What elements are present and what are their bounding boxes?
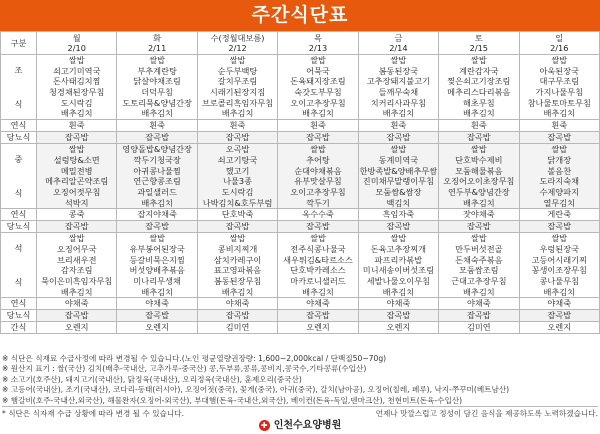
menu-item: 배추김치 [382, 286, 415, 297]
menu-item: 오이고추장무침 [290, 97, 346, 108]
menu-item: 쌀밥 [390, 55, 407, 65]
diabetic-cell: 잡곡밥 [197, 132, 277, 144]
menu-item: 쌀밥 [229, 233, 246, 244]
menu-item: 참나물토마토무침 [527, 97, 591, 108]
diabetic-cell: 잡곡밥 [197, 310, 277, 322]
menu-item: 새우튀김&타르소스 [283, 254, 353, 265]
porridge-cell: 흰죽 [37, 120, 117, 132]
menu-item: 배추김치 [382, 108, 415, 119]
menu-item: 쌀밥 [68, 144, 85, 155]
menu-item: 해초무침 [463, 97, 495, 108]
porridge-cell: 잡지야채죽 [117, 209, 197, 221]
menu-item: 단호박수제비 [455, 154, 503, 165]
porridge-cell: 흰죽 [519, 120, 599, 132]
menu-item: 대구무조림 [539, 76, 580, 87]
porridge-cell: 야채죽 [358, 298, 438, 310]
porridge-cell: 흰죽 [358, 120, 438, 132]
menu-item: 도토리묵&양념간장 [122, 97, 192, 108]
lunch-cell [519, 144, 599, 209]
diabetic-cell: 잡곡밥 [439, 132, 519, 144]
menu-item: 아귀콩나물찜 [133, 165, 181, 176]
hospital-logo-icon: ✚ [259, 420, 270, 431]
snack-row [1, 322, 600, 334]
diabetic-cell: 잡곡밥 [358, 132, 438, 144]
menu-item: 오이고추장무침 [290, 186, 346, 197]
porridge-cell: 잣야채죽 [439, 209, 519, 221]
menu-item: 순대야채볶음 [294, 165, 342, 176]
breakfast-cell [278, 55, 358, 120]
lunch-cell [117, 144, 197, 209]
menu-item: 쌀밥 [68, 55, 85, 65]
porridge-cell: 야채죽 [278, 298, 358, 310]
menu-item: 미나리무생채 [133, 276, 181, 286]
menu-item: 배추김치 [221, 108, 254, 119]
breakfast-diabetic-row [1, 132, 600, 144]
menu-item: 계란감자국 [459, 65, 499, 76]
menu-item: 쌀밥 [229, 55, 246, 65]
breakfast-cell [519, 55, 599, 120]
lunch-cell [37, 144, 117, 209]
menu-item: 깍두기 [306, 197, 330, 208]
day-name: 금 [394, 33, 403, 43]
menu-item: 모둠쌈&쌈장 [375, 186, 422, 197]
lunch-porridge-row [1, 209, 600, 221]
menu-item: 등갈비묵은지찜 [129, 254, 185, 265]
snack-cell: 오렌지 [519, 322, 599, 334]
menu-item: 메추리스다리볶음 [447, 87, 511, 98]
diabetic-cell: 잡곡밥 [519, 132, 599, 144]
note-line: ※ 햄갈비(호주-국내산,외국산), 해물완자(오징어-외국산), 부대햄(돈육-국내산,외국산), 베이컨(돈육-독일,덴마크산), 천현미트(돈육-수입산) [2, 395, 463, 405]
sub-label: 당뇨식 [1, 310, 37, 322]
porridge-cell: 흰죽 [117, 120, 197, 132]
menu-item: 쌀밥 [390, 144, 407, 155]
meal-label-top: 석 [14, 243, 23, 254]
menu-item: 오징어무국 [56, 243, 97, 254]
menu-item: 쌀밥 [310, 144, 326, 155]
diabetic-cell: 잡곡밥 [358, 310, 438, 322]
menu-item: 배추김치 [463, 286, 495, 297]
menu-item: 쌀밥 [551, 233, 568, 244]
diabetic-cell: 잡곡밥 [37, 132, 117, 144]
menu-item: 돈사태김치찜 [52, 76, 101, 87]
dinner-cell [37, 233, 117, 298]
diabetic-cell: 잡곡밥 [439, 310, 519, 322]
menu-item: 과일샐러드 [137, 186, 177, 197]
lunch-label [1, 144, 37, 209]
menu-item: 닭개장 [547, 154, 572, 165]
dinner-cell [519, 233, 599, 298]
menu-item: 나박김치&호두부럼 [202, 197, 273, 208]
menu-item: 배추김치 [463, 197, 495, 208]
menu-item: 파프리카볶밥 [374, 254, 423, 265]
menu-item: 쌀밥 [149, 233, 166, 244]
diabetic-cell: 잡곡밥 [278, 310, 358, 322]
menu-item: 닭살야채조림 [133, 76, 181, 87]
menu-item: 미니새송이버섯조림 [362, 265, 434, 276]
menu-item: 메추리알곤약조림 [45, 176, 109, 187]
menu-item: 배추김치 [141, 108, 173, 119]
breakfast-cell [117, 55, 197, 120]
header-row [1, 32, 600, 55]
menu-item: 깍두기청국장 [133, 154, 181, 165]
note-line: ※ 고등어(국내산), 조기(국내산), 코다리-동태(러시아), 오징어젓(중국), 꽃게(중국), 아귀(중국), 갈치(남아공), 오징어(칠레, 페루), 낙지-쭈꾸미(베트남산) [2, 385, 510, 395]
menu-item: 콩나물무침 [539, 276, 580, 286]
menu-item: 청경채된장무침 [49, 87, 105, 98]
menu-item: 찢은쇠고기장조림 [447, 76, 511, 87]
breakfast-porridge-row [1, 120, 600, 132]
note-line: ※ 소고기(호주산), 돼지고기(국내산), 닭정육(국내산), 오리정육(국내산), 훈제오리(중국산) [2, 374, 302, 384]
dinner-cell [197, 233, 277, 298]
menu-item: 고추장돼지불고기 [366, 76, 431, 87]
lunch-cell [358, 144, 438, 209]
footer-slogan: 언제나 맛깔스럽고 정성이 담긴 음식을 제공하도록 노력하겠습니다. [375, 409, 598, 418]
category-header: 구분 [1, 32, 37, 55]
diabetic-cell: 잡곡밥 [37, 310, 117, 322]
day-header [519, 32, 599, 55]
menu-item: 진미채무말랭이무침 [362, 176, 434, 187]
diabetic-cell: 잡곡밥 [117, 221, 197, 233]
menu-item: 도라지숙채 [539, 176, 580, 187]
menu-item: 도시락김 [221, 186, 254, 197]
porridge-cell: 콩죽 [37, 209, 117, 221]
sub-label: 연식 [1, 298, 37, 310]
menu-item: 고등어시래기찌 [531, 254, 587, 265]
menu-item: 연두부&양념간장 [447, 186, 510, 197]
day-header [439, 32, 519, 55]
menu-item: 배추김치 [463, 108, 495, 119]
note-line: ※ 식단은 식재료 수급사정에 따라 변경될 수 있습니다.(노인 평균열량권장량: 1,600~2,000kcal / 단백질50~70g) [2, 354, 387, 363]
menu-item: 가지나물무침 [535, 87, 583, 98]
porridge-cell: 흰죽 [197, 120, 277, 132]
menu-item: 세발나물오이무침 [366, 276, 431, 286]
menu-item: 쌀밥 [68, 233, 85, 244]
menu-item: 쌀밥 [470, 144, 487, 155]
porridge-cell: 야채죽 [117, 298, 197, 310]
menu-item: 배추김치 [141, 197, 173, 208]
menu-item: 돈채숙주볶음 [455, 254, 503, 265]
menu-item: 묵이은미흑임자무침 [41, 276, 113, 286]
snack-cell: 오렌지 [37, 322, 117, 334]
hospital-name: 인천수요양병원 [273, 420, 342, 431]
menu-item: 영양돌밥&양념간장 [122, 144, 192, 155]
menu-item: 배추김치 [141, 286, 173, 297]
menu-item: 근대고추장무침 [451, 276, 507, 286]
snack-cell: 오렌지 [358, 322, 438, 334]
porridge-cell: 야채죽 [37, 298, 117, 310]
breakfast-label [1, 55, 37, 120]
menu-item: 마카로니샐러드 [290, 276, 346, 286]
sub-label: 연식 [1, 209, 37, 221]
menu-item: 브로콜리흑임자무침 [201, 97, 274, 108]
menu-item: 쌀밥 [149, 55, 166, 65]
menu-item: 치커리사과무침 [370, 97, 427, 108]
menu-item: 숙갓도부무침 [294, 87, 342, 98]
menu-item: 아욱된장국 [539, 65, 580, 76]
day-name: 목 [314, 33, 322, 43]
porridge-cell: 흑임자죽 [358, 209, 438, 221]
porridge-cell: 게란죽 [519, 209, 599, 221]
diabetic-cell: 잡곡밥 [519, 310, 599, 322]
menu-item: 쌀밥 [470, 233, 487, 244]
menu-item: 추어탕 [306, 154, 330, 165]
day-name: 월 [72, 33, 81, 43]
menu-item: 순두부백탕 [217, 65, 258, 76]
menu-item: 감자조림 [60, 265, 93, 276]
menu-item: 오곡밥 [225, 144, 250, 155]
notes-section [2, 354, 598, 406]
breakfast-row [1, 55, 600, 120]
porridge-cell: 야채죽 [197, 298, 277, 310]
hospital-logo [0, 418, 600, 434]
menu-item: 나물3종 [223, 176, 253, 187]
menu-item: 수제양파지 [539, 186, 580, 197]
menu-item: 배추김치 [221, 286, 254, 297]
menu-item: 쌀밥 [310, 233, 326, 244]
day-header [37, 32, 117, 55]
menu-item: 열무김치 [543, 197, 576, 208]
meal-label-bottom: 식 [14, 277, 23, 288]
sub-label: 당뇨식 [1, 132, 37, 144]
sub-label: 연식 [1, 120, 37, 132]
lunch-diabetic-row [1, 221, 600, 233]
menu-item: 시래기된장지짐 [209, 87, 266, 98]
meal-label-top: 조 [14, 65, 23, 76]
note-line: ※ 원산지 표기 : 쌀(국산) 김치(배추-국내산, 고추가루-중국산) 콩,두부류,콩류,콩비지,콩국수,기타콩류(수입산) [2, 364, 367, 374]
menu-item: 쌀밥 [470, 55, 487, 65]
day-header [358, 32, 438, 55]
menu-item: 백김치 [386, 197, 411, 208]
menu-item: 만두버섯전골 [455, 243, 503, 254]
menu-item: 연근향콩조림 [133, 176, 181, 187]
lunch-row [1, 144, 600, 209]
menu-item: 돈육돼지장조림 [290, 76, 346, 87]
diabetic-cell: 잡곡밥 [439, 221, 519, 233]
porridge-cell: 흰죽 [439, 120, 519, 132]
lunch-cell [197, 144, 277, 209]
menu-item: 표고영파볶음 [213, 265, 262, 276]
snack-label: 간식 [1, 322, 37, 334]
menu-item: 배추김치 [543, 286, 576, 297]
diabetic-cell: 잡곡밥 [278, 221, 358, 233]
day-date: 2/14 [389, 43, 408, 53]
breakfast-cell [439, 55, 519, 120]
day-header [278, 32, 358, 55]
day-name: 화 [153, 33, 162, 43]
porridge-cell: 야채죽 [519, 298, 599, 310]
menu-item: 부추계란탕 [137, 65, 177, 76]
snack-cell: 김미연 [439, 322, 519, 334]
menu-item: 어묵국 [306, 65, 330, 76]
dinner-label [1, 233, 37, 298]
sub-label: 당뇨식 [1, 221, 37, 233]
menu-item: 유부맛살무침 [294, 176, 342, 187]
meal-label-bottom: 식 [14, 99, 23, 110]
menu-item: 배추김치 [60, 286, 93, 297]
menu-item: 배추김치 [302, 286, 334, 297]
diabetic-cell: 잡곡밥 [519, 221, 599, 233]
day-header [117, 32, 197, 55]
porridge-cell: 단호박죽 [197, 209, 277, 221]
meal-label-bottom: 식 [14, 188, 23, 199]
breakfast-cell [197, 55, 277, 120]
day-name: 토 [474, 33, 483, 43]
diabetic-cell: 잡곡밥 [278, 132, 358, 144]
porridge-cell: 옥수수죽 [278, 209, 358, 221]
menu-item: 들깨무숙채 [378, 87, 419, 98]
menu-item: 쇠고기탕국 [217, 154, 258, 165]
day-date: 2/11 [147, 43, 167, 53]
menu-item: 우렁된장국 [539, 243, 580, 254]
day-name: 수(정월대보름) [210, 33, 265, 43]
menu-item: 쇠고기미역국 [52, 65, 101, 76]
menu-item: 동계미역국 [378, 154, 419, 165]
diabetic-cell: 잡곡밥 [358, 221, 438, 233]
menu-item: 배추김치 [543, 108, 576, 119]
menu-item: 쌀밥 [310, 55, 326, 65]
diabetic-cell: 잡곡밥 [117, 310, 197, 322]
menu-item: 했고기 [225, 165, 250, 176]
menu-item: 브리새우전 [56, 254, 97, 265]
menu-item: 더덕무침 [141, 87, 173, 98]
menu-item: 봄동된장무침 [213, 276, 262, 286]
snack-cell: 오렌지 [278, 322, 358, 334]
dinner-cell [117, 233, 197, 298]
menu-item: 설렁탕&소면 [53, 154, 100, 165]
footer-bar [2, 406, 598, 417]
dinner-cell [358, 233, 438, 298]
menu-item: 모둠해물볶음 [455, 165, 503, 176]
menu-item: 메밀전병 [60, 165, 93, 176]
menu-item: 석박지 [64, 197, 89, 208]
menu-item: 오징어오이초장무침 [443, 176, 515, 187]
menu-item: 단호박카레소스 [290, 265, 346, 276]
day-date: 2/16 [550, 43, 569, 53]
menu-item: 모둠쌈조림 [459, 265, 499, 276]
snack-cell: 오렌지 [117, 322, 197, 334]
menu-item: 갈치무조림 [217, 76, 258, 87]
meal-label-top: 중 [14, 154, 23, 165]
lunch-cell [439, 144, 519, 209]
menu-item: 배추김치 [302, 108, 334, 119]
dinner-porridge-row [1, 298, 600, 310]
menu-item: 배추김치 [60, 108, 93, 119]
dinner-row [1, 233, 600, 298]
lunch-cell [278, 144, 358, 209]
breakfast-cell [358, 55, 438, 120]
menu-item: 도시락김 [60, 97, 93, 108]
menu-item: 유부봉어된장국 [129, 243, 185, 254]
porridge-cell: 야채죽 [439, 298, 519, 310]
dinner-cell [278, 233, 358, 298]
weekly-menu-table [0, 31, 600, 334]
dinner-cell [439, 233, 519, 298]
snack-cell: 김미연 [197, 322, 277, 334]
dinner-diabetic-row [1, 310, 600, 322]
menu-item: 한방족발&양배추무쌈 [359, 165, 438, 176]
diabetic-cell: 잡곡밥 [37, 221, 117, 233]
day-header [197, 32, 277, 55]
menu-item: 봄동된장국 [378, 65, 419, 76]
menu-item: 삼치카레구이 [213, 254, 262, 265]
menu-item: 볼음찬 [547, 165, 572, 176]
day-date: 2/15 [469, 43, 489, 53]
day-date: 2/10 [67, 43, 86, 53]
menu-item: 쌀밥 [551, 144, 568, 155]
breakfast-cell [37, 55, 117, 120]
day-date: 2/12 [228, 43, 247, 53]
page-title: 주간식단표 [0, 0, 600, 31]
menu-item: 쌀밥 [390, 233, 407, 244]
day-name: 일 [555, 33, 564, 43]
diabetic-cell: 잡곡밥 [117, 132, 197, 144]
menu-item: 쌀밥 [551, 55, 568, 65]
menu-item: 전주식콩나물국 [290, 243, 346, 254]
menu-item: 돈육고추장찌개 [370, 243, 427, 254]
diabetic-cell: 잡곡밥 [197, 221, 277, 233]
footer-disclaimer: * 식단은 식자재 수급 상황에 따라 변경 될 수 있습니다. [2, 409, 184, 418]
porridge-cell: 흰죽 [278, 120, 358, 132]
day-date: 2/13 [308, 43, 328, 53]
menu-item: 버섯양배추볶음 [129, 265, 185, 276]
menu-item: 콩비지찌개 [217, 243, 258, 254]
menu-item: 오징어젓무침 [52, 186, 101, 197]
menu-item: 꽁생이조장무침 [531, 265, 587, 276]
